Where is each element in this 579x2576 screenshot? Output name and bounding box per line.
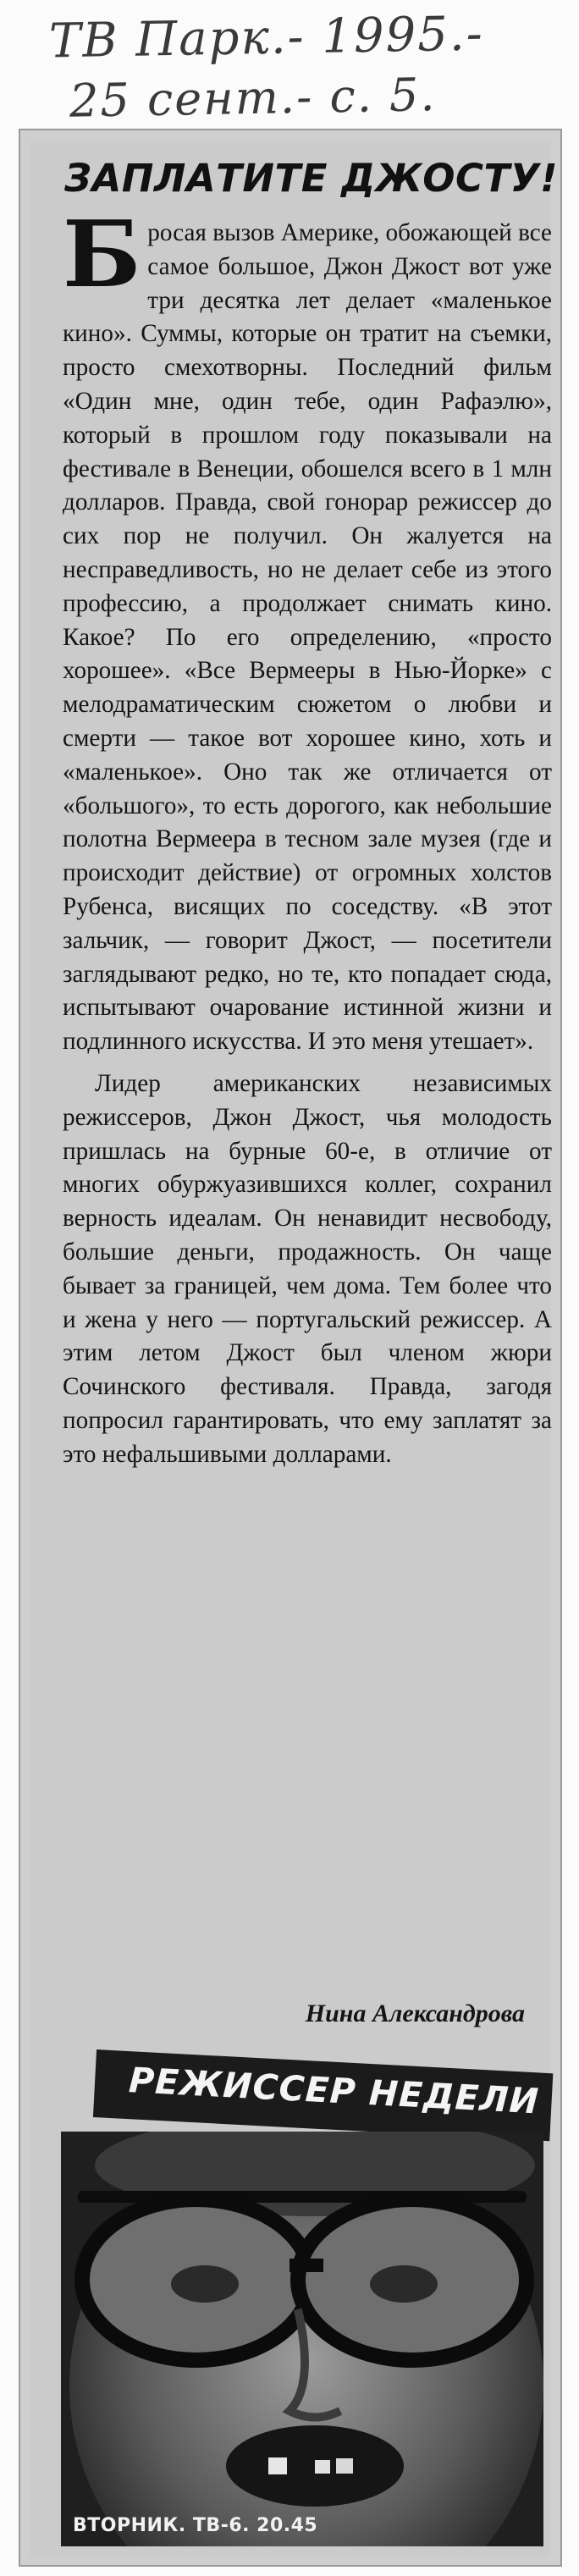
- director-of-week-banner: [93, 2049, 553, 2141]
- article-paragraph-2: Лидер американских независимых режиссеров, Джон Джост, чья молодость пришлась на бурные 60-е, в отличие от многих обуржуазившихся коллег, сохранил верность идеалам. Он ненавидит несвободу, большие деньги, продажность. Он чаще бывает за границей, чем дома. Тем более что и жена у него — португальский режиссер. А этим летом Джост был членом жюри Сочинского фестиваля. Правда, загодя попросил гарантировать, что ему заплатят за это нефальшивыми долларами.: [63, 1069, 552, 1468]
- article-text: [63, 201, 552, 1471]
- clipping-body: [30, 141, 558, 2557]
- article-headline: ЗАПЛАТИТЕ ДЖОСТУ!: [64, 156, 558, 201]
- photo-caption: ВТОРНИК. ТВ-6. 20.45: [73, 2515, 318, 2536]
- portrait-illustration: [61, 2132, 543, 2546]
- director-portrait-photo: [61, 2132, 543, 2546]
- paragraph-1-text: росая вызов Америке, обожающей все самое большое, Джон Джост вот уже три десятка лет делает «маленькое кино». Суммы, которые он тратит на съемки, просто смехотворны. Последний фильм «Один мне, один тебе, один Рафаэлю», который в прошлом году показывали на фестивале в Венеции, обошелся всего в 1 млн долларов. Правда, свой гонорар режиссер до сих пор не получил. Он жалуется на несправедливость, но не делает себе из этого профессию, а продолжает снимать кино. Какое? По его определению, «просто хорошее». «Все Вермееры в Нью-Йорке» с мелодраматическим сюжетом о любви и смерти — такое вот хорошее кино, хоть и «маленькое». Оно так же отличается от «большого», то есть дорогого, как небольшие полотна Вермеера в тесном зале музея (где и происходит действие) от огромных холстов Рубенса, висящих по соседству. «В этот зальчик, — говорит Джост, — посетители заглядывают редко, но те, кто попадает сюда, испытывают очарование истинной жизни и подлинного искусства. И это меня утешает».: [63, 219, 552, 1056]
- handwritten-note-line2: 25 сент.- с. 5.: [69, 68, 438, 128]
- banner-label: РЕЖИССЕР НЕДЕЛИ: [128, 2060, 541, 2122]
- handwritten-source-note: [48, 6, 557, 129]
- author-byline: Нина Александрова: [305, 2000, 525, 2027]
- handwritten-note-line1: ТВ Парк.- 1995.-: [48, 6, 485, 69]
- article-paragraph-1: [63, 201, 552, 1059]
- drop-cap: Б: [63, 201, 141, 308]
- newspaper-clipping: [19, 129, 562, 2567]
